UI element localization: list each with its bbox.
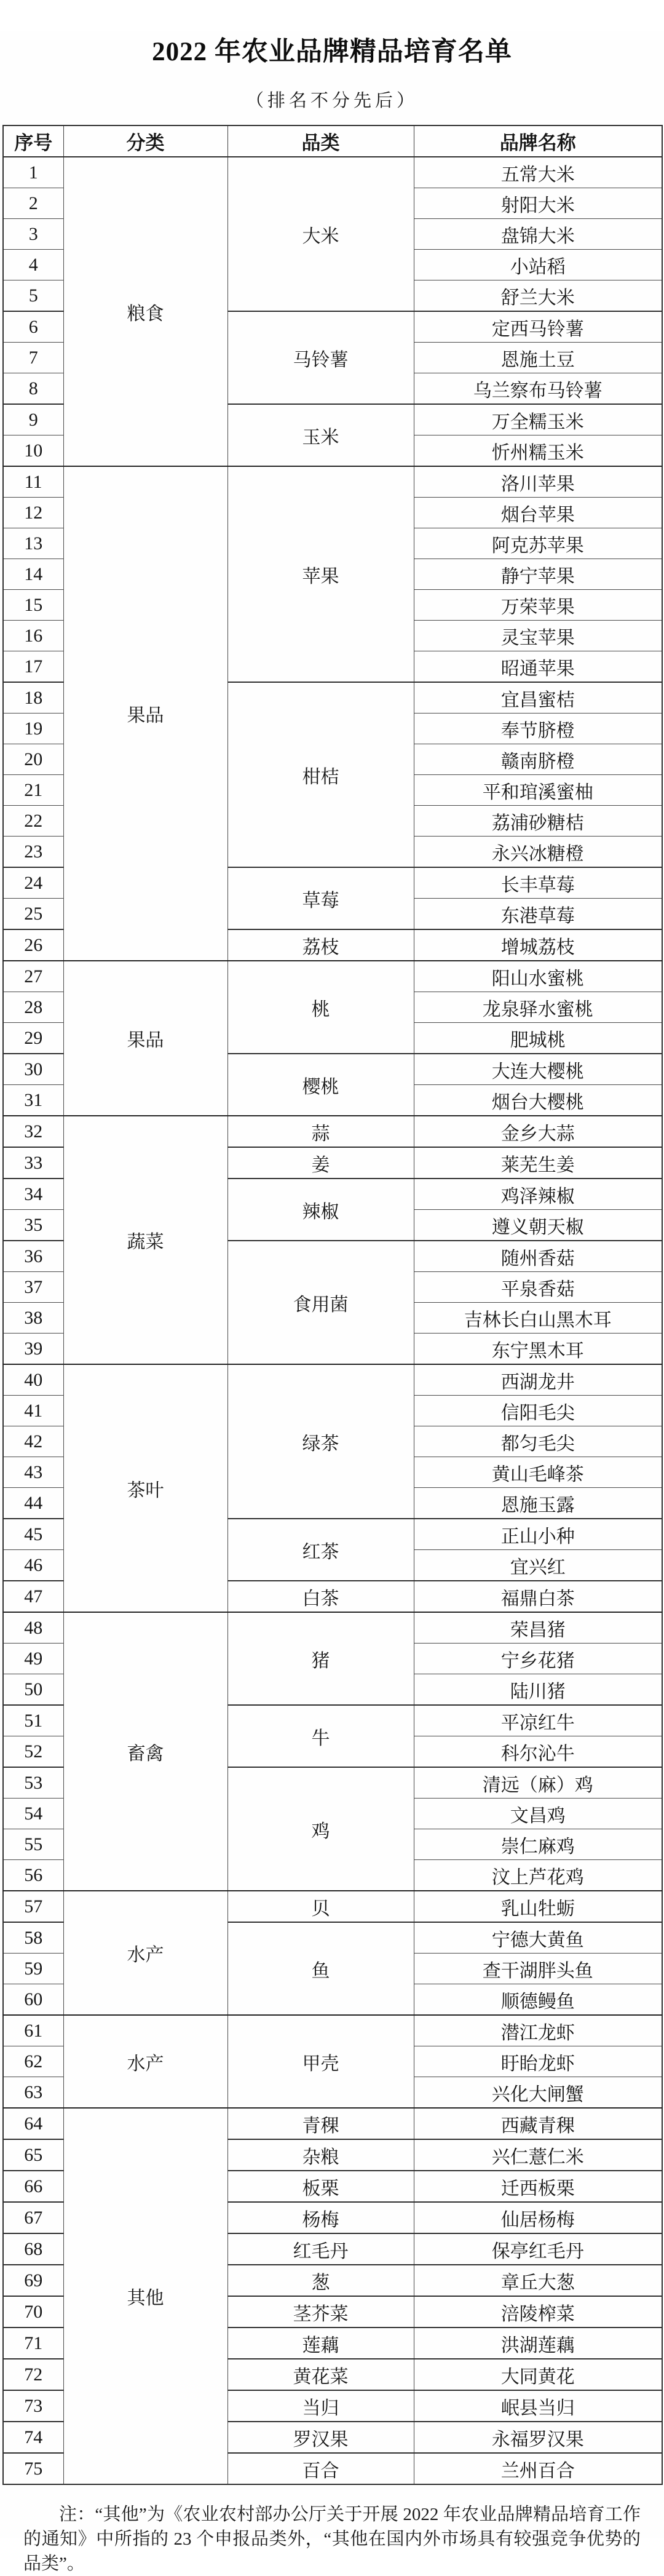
- brand-cell: 长丰草莓: [414, 867, 662, 899]
- index-cell: 61: [3, 2015, 63, 2046]
- table-row: [3, 961, 662, 992]
- index-cell: 53: [3, 1767, 63, 1799]
- brand-cell: 平和琯溪蜜柚: [414, 775, 662, 806]
- brand-cell: 东宁黑木耳: [414, 1334, 662, 1365]
- brand-cell: 平凉红牛: [414, 1705, 662, 1736]
- brand-cell: 烟台大樱桃: [414, 1085, 662, 1116]
- subcategory-cell: 杨梅: [227, 2202, 414, 2233]
- header-brand: 品牌名称: [414, 125, 662, 157]
- brand-cell: 查干湖胖头鱼: [414, 1954, 662, 1984]
- brand-cell: 乳山牡蛎: [414, 1891, 662, 1922]
- subcategory-cell: 甲壳: [227, 2015, 414, 2108]
- index-cell: 27: [3, 961, 63, 992]
- table-row: [3, 2015, 662, 2046]
- brand-cell: 昭通苹果: [414, 651, 662, 683]
- subcategory-cell: 荔枝: [227, 929, 414, 961]
- category-cell: 果品: [63, 466, 227, 961]
- brand-cell: 增城荔枝: [414, 929, 662, 961]
- index-cell: 33: [3, 1147, 63, 1179]
- index-cell: 16: [3, 621, 63, 651]
- brand-cell: 兴化大闸蟹: [414, 2077, 662, 2109]
- index-cell: 19: [3, 714, 63, 744]
- subcategory-cell: 罗汉果: [227, 2422, 414, 2453]
- brand-cell: 永福罗汉果: [414, 2422, 662, 2453]
- brand-cell: 赣南脐橙: [414, 744, 662, 775]
- index-cell: 30: [3, 1054, 63, 1085]
- index-cell: 56: [3, 1860, 63, 1891]
- index-cell: 25: [3, 899, 63, 930]
- subcategory-cell: 柑桔: [227, 682, 414, 867]
- index-cell: 4: [3, 250, 63, 280]
- index-cell: 32: [3, 1116, 63, 1147]
- index-cell: 15: [3, 590, 63, 621]
- brand-cell: 遵义朝天椒: [414, 1210, 662, 1241]
- brand-cell: 科尔沁牛: [414, 1736, 662, 1768]
- index-cell: 74: [3, 2422, 63, 2453]
- brand-cell: 仙居杨梅: [414, 2202, 662, 2233]
- index-cell: 49: [3, 1644, 63, 1674]
- index-cell: 21: [3, 775, 63, 806]
- table-row: [3, 2108, 662, 2139]
- index-cell: 13: [3, 528, 63, 559]
- index-cell: 31: [3, 1085, 63, 1116]
- index-cell: 58: [3, 1922, 63, 1954]
- index-cell: 3: [3, 219, 63, 250]
- subcategory-cell: 马铃薯: [227, 311, 414, 404]
- brand-cell: 宁乡花猪: [414, 1644, 662, 1674]
- table-row: [3, 1612, 662, 1644]
- index-cell: 9: [3, 404, 63, 435]
- index-cell: 41: [3, 1396, 63, 1426]
- index-cell: 39: [3, 1334, 63, 1365]
- brand-cell: 洪湖莲藕: [414, 2328, 662, 2359]
- brand-cell: 盘锦大米: [414, 219, 662, 250]
- index-cell: 75: [3, 2453, 63, 2484]
- brand-cell: 保亭红毛丹: [414, 2233, 662, 2265]
- subcategory-cell: 猪: [227, 1612, 414, 1705]
- index-cell: 44: [3, 1488, 63, 1519]
- category-cell: 其他: [63, 2108, 227, 2484]
- brand-cell: 恩施玉露: [414, 1488, 662, 1519]
- brand-cell: 舒兰大米: [414, 280, 662, 312]
- subcategory-cell: 绿茶: [227, 1364, 414, 1519]
- brand-cell: 灵宝苹果: [414, 621, 662, 651]
- brand-cell: 宜兴红: [414, 1550, 662, 1581]
- index-cell: 55: [3, 1829, 63, 1860]
- brand-cell: 兰州百合: [414, 2453, 662, 2484]
- subcategory-cell: 葱: [227, 2265, 414, 2296]
- subcategory-cell: 辣椒: [227, 1179, 414, 1241]
- subcategory-cell: 大米: [227, 157, 414, 311]
- brand-cell: 定西马铃薯: [414, 311, 662, 343]
- index-cell: 59: [3, 1954, 63, 1984]
- index-cell: 5: [3, 280, 63, 312]
- index-cell: 26: [3, 929, 63, 961]
- brand-cell: 鸡泽辣椒: [414, 1179, 662, 1210]
- table-row: [3, 1891, 662, 1922]
- brand-cell: 忻州糯玉米: [414, 435, 662, 467]
- index-cell: 57: [3, 1891, 63, 1922]
- index-cell: 2: [3, 188, 63, 219]
- index-cell: 46: [3, 1550, 63, 1581]
- index-cell: 43: [3, 1457, 63, 1488]
- index-cell: 42: [3, 1426, 63, 1457]
- subcategory-cell: 红茶: [227, 1519, 414, 1581]
- index-cell: 67: [3, 2202, 63, 2233]
- brand-cell: 奉节脐橙: [414, 714, 662, 744]
- brand-cell: 文昌鸡: [414, 1799, 662, 1829]
- brand-cell: 岷县当归: [414, 2390, 662, 2422]
- subcategory-cell: 红毛丹: [227, 2233, 414, 2265]
- index-cell: 34: [3, 1179, 63, 1210]
- index-cell: 11: [3, 466, 63, 498]
- brand-cell: 章丘大葱: [414, 2265, 662, 2296]
- table-row: [3, 466, 662, 498]
- index-cell: 29: [3, 1023, 63, 1054]
- brand-cell: 潜江龙虾: [414, 2015, 662, 2046]
- subcategory-cell: 杂粮: [227, 2139, 414, 2171]
- brand-cell: 万荣苹果: [414, 590, 662, 621]
- table-row: [3, 1116, 662, 1147]
- brands-table: [2, 125, 663, 2485]
- index-cell: 73: [3, 2390, 63, 2422]
- subcategory-cell: 草莓: [227, 867, 414, 929]
- subcategory-cell: 贝: [227, 1891, 414, 1922]
- brand-cell: 金乡大蒜: [414, 1116, 662, 1147]
- brand-cell: 涪陵榨菜: [414, 2296, 662, 2328]
- brand-cell: 龙泉驿水蜜桃: [414, 992, 662, 1023]
- index-cell: 17: [3, 651, 63, 683]
- brand-cell: 福鼎白茶: [414, 1581, 662, 1612]
- subcategory-cell: 蒜: [227, 1116, 414, 1147]
- brand-cell: 都匀毛尖: [414, 1426, 662, 1457]
- brand-cell: 肥城桃: [414, 1023, 662, 1054]
- category-cell: 蔬菜: [63, 1116, 227, 1364]
- subcategory-cell: 莲藕: [227, 2328, 414, 2359]
- index-cell: 45: [3, 1519, 63, 1550]
- subcategory-cell: 樱桃: [227, 1054, 414, 1116]
- brand-cell: 荣昌猪: [414, 1612, 662, 1644]
- subcategory-cell: 白茶: [227, 1581, 414, 1612]
- brand-cell: 黄山毛峰茶: [414, 1457, 662, 1488]
- brand-cell: 乌兰察布马铃薯: [414, 373, 662, 405]
- brand-cell: 东港草莓: [414, 899, 662, 930]
- page-title: 2022 年农业品牌精品培育名单: [152, 38, 512, 66]
- index-cell: 71: [3, 2328, 63, 2359]
- subcategory-cell: 玉米: [227, 404, 414, 466]
- index-cell: 48: [3, 1612, 63, 1644]
- brand-cell: 盱眙龙虾: [414, 2046, 662, 2077]
- index-cell: 62: [3, 2046, 63, 2077]
- brand-cell: 崇仁麻鸡: [414, 1829, 662, 1860]
- header-index: 序号: [3, 125, 63, 157]
- subcategory-cell: 板栗: [227, 2171, 414, 2202]
- index-cell: 36: [3, 1241, 63, 1272]
- header-subcategory: 品类: [227, 125, 414, 157]
- subcategory-cell: 百合: [227, 2453, 414, 2484]
- brand-cell: 莱芜生姜: [414, 1147, 662, 1179]
- index-cell: 6: [3, 311, 63, 343]
- brand-cell: 汶上芦花鸡: [414, 1860, 662, 1891]
- index-cell: 20: [3, 744, 63, 775]
- brand-cell: 射阳大米: [414, 188, 662, 219]
- brand-cell: 烟台苹果: [414, 498, 662, 528]
- index-cell: 40: [3, 1364, 63, 1396]
- index-cell: 72: [3, 2359, 63, 2390]
- index-cell: 70: [3, 2296, 63, 2328]
- category-cell: 粮食: [63, 157, 227, 466]
- index-cell: 47: [3, 1581, 63, 1612]
- subcategory-cell: 桃: [227, 961, 414, 1054]
- subcategory-cell: 当归: [227, 2390, 414, 2422]
- subcategory-cell: 青稞: [227, 2108, 414, 2139]
- index-cell: 1: [3, 157, 63, 188]
- subcategory-cell: 鱼: [227, 1922, 414, 2015]
- index-cell: 52: [3, 1736, 63, 1768]
- brand-cell: 随州香菇: [414, 1241, 662, 1272]
- subcategory-cell: 牛: [227, 1705, 414, 1767]
- category-cell: 果品: [63, 961, 227, 1116]
- index-cell: 28: [3, 992, 63, 1023]
- footnote: 注：“其他”为《农业农村部办公厅关于开展 2022 年农业品牌精品培育工作的通知》中所指的 23 个申报品类外，“其他在国内外市场具有较强竞争优势的品类”。: [23, 2505, 641, 2574]
- category-cell: 畜禽: [63, 1612, 227, 1891]
- index-cell: 8: [3, 373, 63, 405]
- index-cell: 51: [3, 1705, 63, 1736]
- index-cell: 65: [3, 2139, 63, 2171]
- subcategory-cell: 黄花菜: [227, 2359, 414, 2390]
- index-cell: 14: [3, 559, 63, 590]
- brand-cell: 西藏青稞: [414, 2108, 662, 2139]
- brand-cell: 阳山水蜜桃: [414, 961, 662, 992]
- index-cell: 37: [3, 1272, 63, 1303]
- index-cell: 22: [3, 806, 63, 837]
- category-cell: 水产: [63, 2015, 227, 2108]
- index-cell: 63: [3, 2077, 63, 2109]
- brand-cell: 正山小种: [414, 1519, 662, 1550]
- index-cell: 7: [3, 343, 63, 373]
- brand-cell: 永兴冰糖橙: [414, 837, 662, 868]
- table-row: [3, 1364, 662, 1396]
- brand-cell: 小站稻: [414, 250, 662, 280]
- index-cell: 50: [3, 1674, 63, 1706]
- subcategory-cell: 食用菌: [227, 1241, 414, 1364]
- index-cell: 10: [3, 435, 63, 467]
- table-header-row: [3, 125, 662, 157]
- subcategory-cell: 姜: [227, 1147, 414, 1179]
- brand-cell: 顺德鳗鱼: [414, 1984, 662, 2016]
- brand-cell: 洛川苹果: [414, 466, 662, 498]
- subcategory-cell: 苹果: [227, 466, 414, 682]
- brand-cell: 恩施土豆: [414, 343, 662, 373]
- index-cell: 64: [3, 2108, 63, 2139]
- page-subtitle: （排名不分先后）: [245, 91, 418, 111]
- category-cell: 水产: [63, 1891, 227, 2015]
- subcategory-cell: 鸡: [227, 1767, 414, 1891]
- index-cell: 23: [3, 837, 63, 868]
- brand-cell: 阿克苏苹果: [414, 528, 662, 559]
- brand-cell: 吉林长白山黑木耳: [414, 1303, 662, 1334]
- document-page: [0, 31, 664, 2574]
- index-cell: 24: [3, 867, 63, 899]
- brand-cell: 荔浦砂糖桔: [414, 806, 662, 837]
- brand-cell: 兴仁薏仁米: [414, 2139, 662, 2171]
- brand-cell: 大连大樱桃: [414, 1054, 662, 1085]
- index-cell: 35: [3, 1210, 63, 1241]
- brand-cell: 五常大米: [414, 157, 662, 188]
- brand-cell: 万全糯玉米: [414, 404, 662, 435]
- header-category: 分类: [63, 125, 227, 157]
- brand-cell: 信阳毛尖: [414, 1396, 662, 1426]
- index-cell: 54: [3, 1799, 63, 1829]
- brand-cell: 宜昌蜜桔: [414, 682, 662, 714]
- index-cell: 60: [3, 1984, 63, 2016]
- brand-cell: 大同黄花: [414, 2359, 662, 2390]
- category-cell: 茶叶: [63, 1364, 227, 1612]
- subcategory-cell: 茎芥菜: [227, 2296, 414, 2328]
- index-cell: 12: [3, 498, 63, 528]
- brand-cell: 静宁苹果: [414, 559, 662, 590]
- brand-cell: 宁德大黄鱼: [414, 1922, 662, 1954]
- index-cell: 66: [3, 2171, 63, 2202]
- index-cell: 68: [3, 2233, 63, 2265]
- table-row: [3, 157, 662, 188]
- brand-cell: 西湖龙井: [414, 1364, 662, 1396]
- index-cell: 38: [3, 1303, 63, 1334]
- brand-cell: 清远（麻）鸡: [414, 1767, 662, 1799]
- brand-cell: 陆川猪: [414, 1674, 662, 1706]
- brand-cell: 平泉香菇: [414, 1272, 662, 1303]
- index-cell: 18: [3, 682, 63, 714]
- brand-cell: 迁西板栗: [414, 2171, 662, 2202]
- index-cell: 69: [3, 2265, 63, 2296]
